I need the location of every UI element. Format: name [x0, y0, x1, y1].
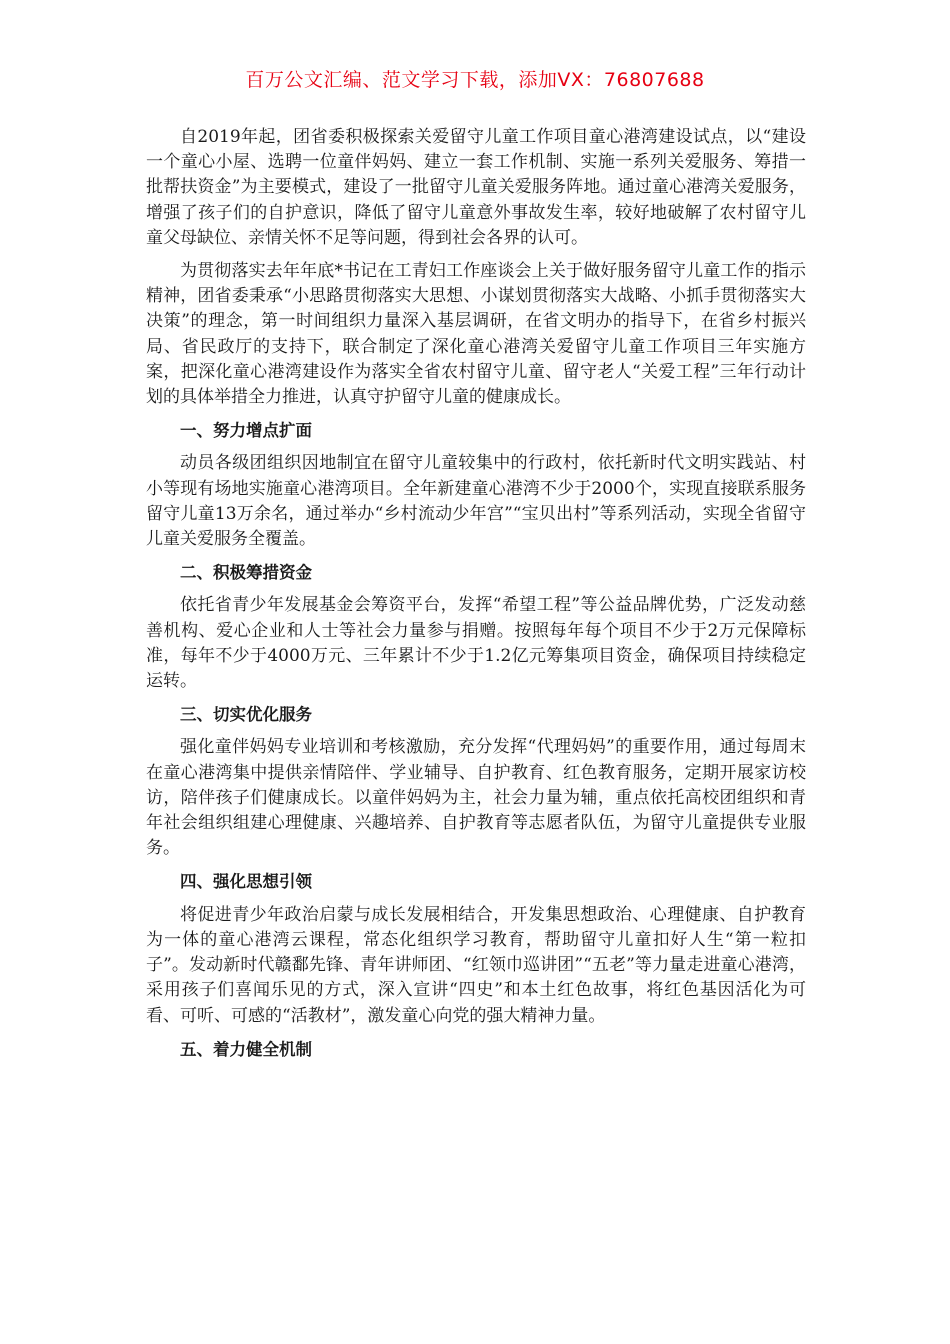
paragraph-implementation: 为贯彻落实去年年底*书记在工青妇工作座谈会上关于做好服务留守儿童工作的指示精神，团省委秉承“小思路贯彻落实大思想、小谋划贯彻落实大战略、小抓手贯彻落实大决策”的理念，第一时间组织力量深入基层调研，在省文明办的指导下，在省乡村振兴局、省民政厅的支持下，联合制定了深化童心港湾关爱留守儿童工作项目三年实施方案，把深化童心港湾建设作为落实全省农村留守儿童、留守老人“关爱工程”三年行动计划的具体举措全力推进，认真守护留守儿童的健康成长。 — [146, 261, 806, 408]
document-body — [146, 125, 806, 1070]
section-1-body: 动员各级团组织因地制宜在留守儿童较集中的行政村，依托新时代文明实践站、村小等现有场地实施童心港湾项目。全年新建童心港湾不少于2000个，实现直接联系服务留守儿童13万余名，通过举办“乡村流动少年宫”“宝贝出村”等系列活动，实现全省留守儿童关爱服务全覆盖。 — [146, 453, 806, 550]
section-heading-2: 二、积极筹措资金 — [180, 563, 312, 583]
section-4-body: 将促进青少年政治启蒙与成长发展相结合，开发集思想政治、心理健康、自护教育为一体的童心港湾云课程，常态化组织学习教育，帮助留守儿童扣好人生“第一粒扣子”。发动新时代赣鄱先锋、青年讲师团、“红领巾巡讲团”“五老”等力量走进童心港湾，采用孩子们喜闻乐见的方式，深入宣讲“四史”和本土红色故事，将红色基因活化为可看、可听、可感的“活教材”，激发童心向党的强大精神力量。 — [146, 904, 806, 1026]
section-2-body: 依托省青少年发展基金会筹资平台，发挥“希望工程”等公益品牌优势，广泛发动慈善机构、爱心企业和人士等社会力量参与捐赠。按照每年每个项目不少于2万元保障标准，每年不少于4000万元、三年累计不少于1.2亿元筹集项目资金，确保项目持续稳定运转。 — [146, 595, 806, 692]
section-heading-3: 三、切实优化服务 — [180, 705, 312, 725]
section-heading-4: 四、强化思想引领 — [180, 872, 312, 892]
promo-banner: 百万公文汇编、范文学习下载，添加VX：76807688 — [245, 69, 705, 91]
paragraph-intro: 自2019年起，团省委积极探索关爱留守儿童工作项目童心港湾建设试点，以“建设一个童心小屋、选聘一位童伴妈妈、建立一套工作机制、实施一系列关爱服务、筹措一批帮扶资金”为主要模式，建设了一批留守儿童关爱服务阵地。通过童心港湾关爱服务，增强了孩子们的自护意识，降低了留守儿童意外事故发生率，较好地破解了农村留守儿童父母缺位、亲情关怀不足等问题，得到社会各界的认可。 — [146, 127, 806, 248]
section-3-body: 强化童伴妈妈专业培训和考核激励，充分发挥“代理妈妈”的重要作用，通过每周末在童心港湾集中提供亲情陪伴、学业辅导、自护教育、红色教育服务，定期开展家访校访，陪伴孩子们健康成长。以童伴妈妈为主，社会力量为辅，重点依托高校团组织和青年社会组织组建心理健康、兴趣培养、自护教育等志愿者队伍，为留守儿童提供专业服务。 — [146, 737, 806, 859]
section-heading-1: 一、努力增点扩面 — [180, 421, 312, 441]
section-heading-5: 五、着力健全机制 — [180, 1039, 312, 1059]
